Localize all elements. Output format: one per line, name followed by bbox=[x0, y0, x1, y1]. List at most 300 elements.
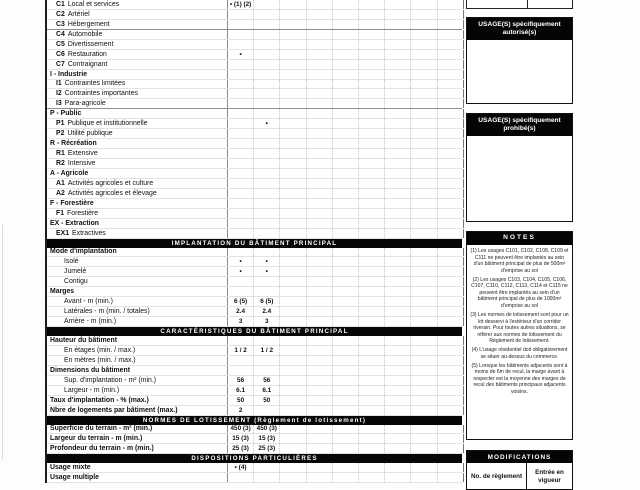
zone-value-cell bbox=[333, 473, 359, 482]
zone-value-cell bbox=[385, 159, 411, 168]
grid-row bbox=[47, 277, 462, 287]
zone-value-cell bbox=[307, 80, 333, 89]
row-label: Avant - m (min.) bbox=[47, 297, 228, 306]
zone-value-cell bbox=[385, 277, 411, 286]
zone-value-cell bbox=[359, 307, 385, 316]
zone-value-cell bbox=[411, 119, 437, 128]
zone-value-cell bbox=[333, 30, 359, 39]
grid-row bbox=[47, 356, 462, 366]
grid-row bbox=[47, 99, 462, 109]
zone-value-cell bbox=[280, 297, 306, 306]
zone-value-cell bbox=[228, 473, 254, 482]
zone-value-cell bbox=[254, 40, 280, 49]
zone-value-cell bbox=[385, 386, 411, 395]
row-label: C5 Divertissement bbox=[47, 40, 228, 49]
row-label: C3 Hébergement bbox=[47, 20, 228, 29]
zone-value-cell bbox=[438, 376, 464, 385]
zone-value-cell bbox=[385, 317, 411, 326]
zone-value-cell bbox=[438, 89, 464, 98]
zone-value-cell bbox=[385, 30, 411, 39]
zone-value-cell bbox=[333, 10, 359, 19]
zone-value-cell: • (4) bbox=[228, 463, 254, 472]
row-label: En mètres (min. / max.) bbox=[47, 356, 228, 365]
row-label: C7 Contraignant bbox=[47, 60, 228, 69]
zone-value-cell bbox=[228, 277, 254, 286]
grid-row bbox=[47, 248, 462, 258]
zone-value-cell bbox=[280, 30, 306, 39]
zone-value-cell bbox=[254, 129, 280, 138]
zone-value-cell: • bbox=[228, 267, 254, 276]
row-label: EX1 Extractives bbox=[47, 229, 228, 238]
zone-value-cell bbox=[280, 169, 306, 178]
zone-value-cell bbox=[411, 129, 437, 138]
grid-row bbox=[47, 434, 462, 444]
zone-value-cell bbox=[333, 40, 359, 49]
authorized-uses-box bbox=[466, 17, 573, 104]
zone-value-cell bbox=[280, 267, 306, 276]
zone-value-cell bbox=[333, 406, 359, 415]
zone-value-cell bbox=[307, 307, 333, 316]
zone-value-cell bbox=[307, 109, 333, 118]
zone-value-cell bbox=[359, 70, 385, 79]
zone-value-cell bbox=[411, 30, 437, 39]
row-label: R1 Extensive bbox=[47, 149, 228, 158]
zone-value-cell bbox=[411, 406, 437, 415]
zone-value-cell bbox=[307, 336, 333, 345]
zone-value-cell bbox=[438, 356, 464, 365]
zone-value-cell bbox=[438, 396, 464, 405]
zone-value-cell bbox=[385, 109, 411, 118]
zone-value-cell bbox=[280, 219, 306, 228]
zone-value-cell bbox=[411, 80, 437, 89]
row-label: I3 Para-agricole bbox=[47, 99, 228, 108]
zone-value-cell bbox=[307, 40, 333, 49]
zone-value-cell bbox=[438, 60, 464, 69]
zone-value-cell bbox=[280, 129, 306, 138]
grid-row bbox=[47, 297, 462, 307]
zone-value-cell bbox=[228, 70, 254, 79]
zone-value-cell bbox=[307, 189, 333, 198]
zone-value-cell bbox=[359, 89, 385, 98]
zone-value-cell bbox=[333, 425, 359, 434]
zone-value-cell bbox=[359, 463, 385, 472]
zone-value-cell bbox=[280, 463, 306, 472]
zone-value-cell bbox=[411, 99, 437, 108]
zone-value-cell bbox=[438, 406, 464, 415]
grid-row bbox=[47, 346, 462, 356]
zone-value-cell bbox=[333, 119, 359, 128]
row-label: Mode d'implantation bbox=[47, 248, 228, 257]
zone-value-cell bbox=[307, 139, 333, 148]
zone-value-cell bbox=[228, 139, 254, 148]
zone-value-cell bbox=[280, 229, 306, 238]
zone-value-cell bbox=[307, 0, 333, 9]
zone-value-cell bbox=[228, 89, 254, 98]
zone-value-cell bbox=[411, 179, 437, 188]
zone-value-cell bbox=[359, 99, 385, 108]
zone-value-cell bbox=[333, 287, 359, 296]
grid-row bbox=[47, 473, 462, 483]
zone-value-cell bbox=[254, 229, 280, 238]
zone-value-cell bbox=[438, 346, 464, 355]
zone-value-cell bbox=[333, 386, 359, 395]
zone-value-cell bbox=[228, 229, 254, 238]
zone-value-cell bbox=[307, 169, 333, 178]
zone-value-cell bbox=[280, 199, 306, 208]
zone-value-cell bbox=[385, 60, 411, 69]
grid-row bbox=[47, 396, 462, 406]
zone-value-cell bbox=[385, 267, 411, 276]
grid-row bbox=[47, 229, 462, 239]
zone-value-cell bbox=[438, 50, 464, 59]
zone-value-cell bbox=[385, 80, 411, 89]
zone-value-cell bbox=[411, 356, 437, 365]
zone-value-cell bbox=[280, 346, 306, 355]
zone-value-cell bbox=[333, 189, 359, 198]
zone-value-cell bbox=[385, 307, 411, 316]
zone-value-cell bbox=[438, 179, 464, 188]
grid-row bbox=[47, 199, 462, 209]
zone-value-cell bbox=[280, 248, 306, 257]
prohibited-uses-title-line2: prohibé(s) bbox=[503, 125, 536, 133]
zone-value-cell bbox=[333, 396, 359, 405]
zone-value-cell bbox=[438, 119, 464, 128]
zone-value-cell bbox=[307, 287, 333, 296]
zone-value-cell bbox=[411, 376, 437, 385]
zone-value-cell bbox=[359, 229, 385, 238]
zone-value-cell bbox=[438, 159, 464, 168]
zone-value-cell bbox=[280, 425, 306, 434]
zone-value-cell bbox=[228, 248, 254, 257]
zone-value-cell bbox=[228, 366, 254, 375]
grid-row bbox=[47, 169, 462, 179]
zone-value-cell bbox=[307, 406, 333, 415]
right-panel bbox=[466, 0, 573, 484]
zone-value-cell bbox=[438, 10, 464, 19]
zone-value-cell bbox=[438, 248, 464, 257]
zone-value-cell bbox=[307, 199, 333, 208]
zone-value-cell bbox=[280, 99, 306, 108]
grid-row bbox=[47, 386, 462, 396]
zone-value-cell bbox=[333, 346, 359, 355]
modifications-box bbox=[466, 450, 573, 490]
row-label: Usage mixte bbox=[47, 463, 228, 472]
zone-value-cell bbox=[385, 297, 411, 306]
zone-value-cell bbox=[228, 129, 254, 138]
zone-value-cell bbox=[307, 99, 333, 108]
zone-value-cell bbox=[359, 189, 385, 198]
zone-value-cell bbox=[307, 376, 333, 385]
row-label: C2 Artériel bbox=[47, 10, 228, 19]
zone-value-cell bbox=[411, 346, 437, 355]
zone-value-cell bbox=[307, 179, 333, 188]
zone-value-cell bbox=[385, 434, 411, 443]
zone-value-cell bbox=[359, 60, 385, 69]
zone-value-cell bbox=[438, 434, 464, 443]
prohibited-uses-title-line1: USAGE(S) spécifiquement bbox=[478, 116, 561, 124]
zone-value-cell: 2.4 bbox=[254, 307, 280, 316]
row-label: Largeur - m (min.) bbox=[47, 386, 228, 395]
zone-value-cell bbox=[411, 159, 437, 168]
zone-value-cell bbox=[438, 444, 464, 453]
zone-value-cell bbox=[385, 473, 411, 482]
zone-value-cell bbox=[280, 89, 306, 98]
zone-value-cell bbox=[411, 109, 437, 118]
zone-value-cell bbox=[307, 89, 333, 98]
notes-box bbox=[466, 231, 573, 440]
zone-value-cell bbox=[254, 139, 280, 148]
zone-value-cell bbox=[385, 396, 411, 405]
zone-value-cell bbox=[254, 189, 280, 198]
zone-value-cell bbox=[359, 109, 385, 118]
zone-value-cell bbox=[385, 40, 411, 49]
zone-value-cell bbox=[359, 169, 385, 178]
zone-value-cell bbox=[228, 119, 254, 128]
zone-value-cell bbox=[254, 336, 280, 345]
zone-value-cell bbox=[359, 199, 385, 208]
zone-value-cell bbox=[228, 209, 254, 218]
zone-value-cell bbox=[385, 346, 411, 355]
zone-value-cell bbox=[411, 366, 437, 375]
zone-value-cell bbox=[307, 317, 333, 326]
zone-value-cell bbox=[385, 189, 411, 198]
zone-value-cell bbox=[228, 60, 254, 69]
zone-value-cell bbox=[359, 20, 385, 29]
note-item: (1) Les usages C101, C102, C108, C109 et C111 ne peuvent être implantés au sein d'un bâtiment principal de plus de 500m² d'emprise au sol bbox=[470, 248, 569, 274]
zone-value-cell bbox=[254, 50, 280, 59]
authorized-uses-title bbox=[467, 18, 572, 40]
grid-row bbox=[47, 149, 462, 159]
zone-value-cell bbox=[333, 149, 359, 158]
zone-value-cell bbox=[359, 119, 385, 128]
row-label: C4 Automobile bbox=[47, 30, 228, 39]
zone-value-cell bbox=[280, 406, 306, 415]
row-label: Sup. d'implantation - m² (min.) bbox=[47, 376, 228, 385]
grid-row bbox=[47, 109, 462, 119]
zone-value-cell bbox=[438, 307, 464, 316]
zone-value-cell bbox=[438, 169, 464, 178]
zone-value-cell bbox=[385, 70, 411, 79]
zone-value-cell bbox=[359, 149, 385, 158]
grid-row bbox=[47, 30, 462, 40]
zone-value-cell bbox=[411, 10, 437, 19]
zone-value-cell bbox=[333, 179, 359, 188]
zone-value-cell bbox=[254, 70, 280, 79]
zone-value-cell bbox=[411, 199, 437, 208]
zone-value-cell bbox=[333, 60, 359, 69]
zone-value-cell: • bbox=[254, 267, 280, 276]
zone-value-cell bbox=[333, 376, 359, 385]
zone-value-cell: • bbox=[228, 50, 254, 59]
zone-value-cell bbox=[254, 169, 280, 178]
zone-value-cell bbox=[359, 80, 385, 89]
zone-value-cell bbox=[385, 119, 411, 128]
section-band: CARACTÉRISTIQUES DU BÂTIMENT PRINCIPAL bbox=[47, 327, 462, 336]
row-label: P2 Utilité publique bbox=[47, 129, 228, 138]
grid-row bbox=[47, 257, 462, 267]
zone-value-cell bbox=[307, 219, 333, 228]
zone-value-cell bbox=[438, 229, 464, 238]
zone-value-cell bbox=[411, 386, 437, 395]
zone-value-cell bbox=[333, 169, 359, 178]
zone-value-cell bbox=[359, 396, 385, 405]
zone-value-cell bbox=[385, 336, 411, 345]
zone-value-cell bbox=[280, 189, 306, 198]
zone-value-cell bbox=[411, 0, 437, 9]
zone-value-cell bbox=[254, 0, 280, 9]
zone-value-cell bbox=[228, 219, 254, 228]
zone-value-cell bbox=[228, 169, 254, 178]
zone-value-cell: 6.1 bbox=[228, 386, 254, 395]
zone-value-cell bbox=[411, 229, 437, 238]
row-label: Isolé bbox=[47, 257, 228, 266]
row-label: Hauteur du bâtiment bbox=[47, 336, 228, 345]
zone-value-cell bbox=[411, 20, 437, 29]
zone-value-cell bbox=[307, 444, 333, 453]
zone-value-cell bbox=[307, 70, 333, 79]
note-item: (4) L'usage résidentiel doit obligatoirement se situer au-dessus du commerce. bbox=[471, 347, 568, 360]
zone-value-cell: • (1) (2) bbox=[228, 0, 254, 9]
row-label: Latérales - m (min. / totales) bbox=[47, 307, 228, 316]
zone-value-cell bbox=[359, 209, 385, 218]
zone-value-cell bbox=[333, 70, 359, 79]
zone-value-cell bbox=[385, 199, 411, 208]
zone-value-cell bbox=[359, 386, 385, 395]
grid-row bbox=[47, 307, 462, 317]
zone-value-cell bbox=[333, 257, 359, 266]
zone-value-cell bbox=[254, 89, 280, 98]
zone-value-cell bbox=[385, 356, 411, 365]
zone-value-cell bbox=[228, 336, 254, 345]
zone-value-cell bbox=[359, 425, 385, 434]
zone-value-cell bbox=[307, 346, 333, 355]
zone-value-cell: 3 bbox=[254, 317, 280, 326]
zone-value-cell bbox=[307, 149, 333, 158]
zone-value-cell bbox=[438, 473, 464, 482]
zone-value-cell bbox=[280, 159, 306, 168]
zone-value-cell bbox=[359, 50, 385, 59]
zone-value-cell bbox=[411, 463, 437, 472]
row-label: R2 Intensive bbox=[47, 159, 228, 168]
zone-value-cell bbox=[228, 356, 254, 365]
zone-value-cell bbox=[385, 463, 411, 472]
zone-value-cell bbox=[438, 219, 464, 228]
zone-value-cell bbox=[280, 60, 306, 69]
zone-value-cell bbox=[385, 169, 411, 178]
zone-value-cell bbox=[254, 20, 280, 29]
zone-value-cell: 6 (5) bbox=[254, 297, 280, 306]
zone-value-cell bbox=[411, 248, 437, 257]
zone-value-cell bbox=[438, 0, 464, 9]
zone-value-cell bbox=[411, 277, 437, 286]
zone-value-cell bbox=[307, 267, 333, 276]
zone-value-cell bbox=[307, 257, 333, 266]
zone-value-cell bbox=[333, 356, 359, 365]
zone-value-cell bbox=[385, 50, 411, 59]
row-label: Jumelé bbox=[47, 267, 228, 276]
zone-value-cell bbox=[333, 219, 359, 228]
zone-value-cell bbox=[228, 159, 254, 168]
zone-value-cell: • bbox=[254, 119, 280, 128]
zone-value-cell bbox=[411, 257, 437, 266]
zone-value-cell bbox=[333, 277, 359, 286]
zone-value-cell bbox=[438, 209, 464, 218]
modifications-header-row bbox=[467, 463, 572, 490]
zone-value-cell: 25 (3) bbox=[228, 444, 254, 453]
row-label: I1 Contraintes limitées bbox=[47, 80, 228, 89]
zone-value-cell bbox=[280, 356, 306, 365]
zone-value-cell bbox=[307, 60, 333, 69]
zone-value-cell bbox=[254, 287, 280, 296]
section-band: IMPLANTATION DU BÂTIMENT PRINCIPAL bbox=[47, 239, 462, 248]
row-label: F1 Forestière bbox=[47, 209, 228, 218]
zone-value-cell bbox=[307, 229, 333, 238]
zone-value-cell bbox=[385, 444, 411, 453]
modifications-title: MODIFICATIONS bbox=[467, 451, 572, 463]
cutoff-table-stub bbox=[466, 0, 573, 9]
zone-value-cell: 450 (3) bbox=[228, 425, 254, 434]
zone-value-cell bbox=[359, 336, 385, 345]
grid-row bbox=[47, 119, 462, 129]
zone-value-cell bbox=[307, 159, 333, 168]
grid-row bbox=[47, 60, 462, 70]
zone-value-cell bbox=[333, 0, 359, 9]
grid-row bbox=[47, 189, 462, 199]
zone-value-cell: 50 bbox=[228, 396, 254, 405]
zone-value-cell bbox=[280, 80, 306, 89]
zone-value-cell bbox=[438, 40, 464, 49]
grid-row bbox=[47, 425, 462, 435]
zone-value-cell bbox=[385, 0, 411, 9]
zone-value-cell bbox=[359, 434, 385, 443]
zone-value-cell bbox=[254, 406, 280, 415]
zone-value-cell bbox=[280, 317, 306, 326]
zone-value-cell bbox=[254, 80, 280, 89]
row-label: Nbre de logements par bâtiment (max.) bbox=[47, 406, 228, 415]
zone-value-cell bbox=[359, 267, 385, 276]
row-label: R - Récréation bbox=[47, 139, 228, 148]
zone-value-cell bbox=[333, 444, 359, 453]
zone-value-cell bbox=[438, 425, 464, 434]
note-item: (2) Les usages C103, C104, C105, C106, C107, C110, C112, C113, C114 et C115 ne peuvent être implantés au sein d'un bâtiment principal de plus de 1000m² d'emprise au sol bbox=[471, 276, 568, 309]
zone-value-cell bbox=[438, 463, 464, 472]
zone-value-cell bbox=[333, 229, 359, 238]
row-label: P - Public bbox=[47, 109, 228, 118]
zoning-grid-table bbox=[45, 0, 462, 483]
zone-value-cell bbox=[254, 366, 280, 375]
zone-value-cell bbox=[333, 366, 359, 375]
zone-value-cell bbox=[254, 60, 280, 69]
zone-value-cell: 1 / 2 bbox=[254, 346, 280, 355]
zone-value-cell bbox=[438, 80, 464, 89]
zone-value-cell bbox=[280, 209, 306, 218]
zone-value-cell bbox=[307, 425, 333, 434]
zone-value-cell bbox=[307, 277, 333, 286]
zone-value-cell bbox=[307, 119, 333, 128]
zone-value-cell bbox=[307, 10, 333, 19]
zone-value-cell bbox=[411, 473, 437, 482]
zone-value-cell bbox=[385, 20, 411, 29]
zone-value-cell bbox=[411, 287, 437, 296]
zone-value-cell bbox=[411, 89, 437, 98]
zone-value-cell bbox=[411, 297, 437, 306]
zone-value-cell bbox=[385, 179, 411, 188]
zone-value-cell bbox=[280, 139, 306, 148]
zone-value-cell bbox=[385, 366, 411, 375]
zone-value-cell bbox=[438, 149, 464, 158]
zone-value-cell bbox=[280, 473, 306, 482]
zone-value-cell bbox=[411, 40, 437, 49]
